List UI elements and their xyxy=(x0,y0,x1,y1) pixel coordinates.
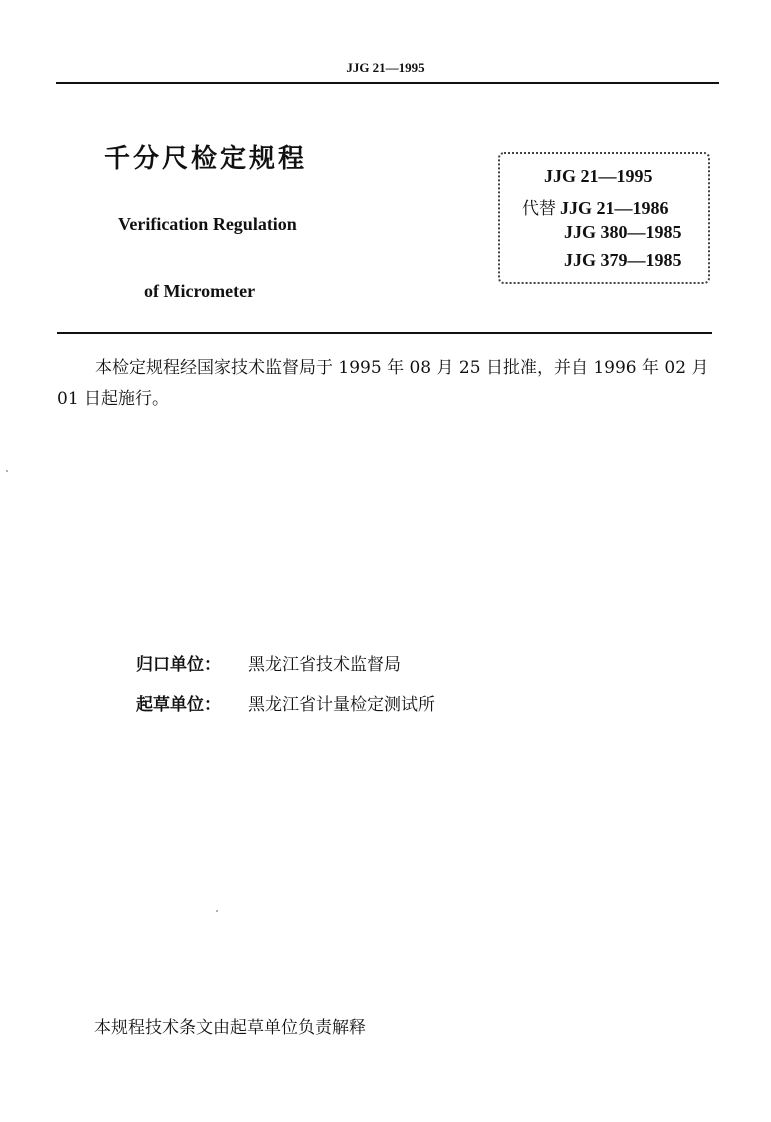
section-divider xyxy=(57,332,712,334)
current-standard-code: JJG 21—1995 xyxy=(544,166,653,186)
scan-speck xyxy=(216,910,218,912)
replaced-code: JJG 380—1985 xyxy=(564,222,682,242)
drafting-unit-label: 起草单位： xyxy=(136,695,221,715)
document-title-english-line1: Verification Regulation xyxy=(118,214,297,234)
replaced-code: JJG 379—1985 xyxy=(564,250,682,270)
interpretation-note: 本规程技术条文由起草单位负责解释 xyxy=(94,1018,366,1038)
responsible-unit-label: 归口单位： xyxy=(136,655,221,675)
replaces-line xyxy=(522,194,669,219)
approval-text: 本检定规程经国家技术监督局于 1995 年 08 月 25 日批准，并自 1996 年 02 月 01 日起施行。 xyxy=(57,358,709,409)
responsible-unit-row xyxy=(136,650,401,675)
replaces-label: 代替 xyxy=(522,199,556,219)
document-title-english-line2: of Micrometer xyxy=(144,281,256,301)
approval-statement xyxy=(57,353,717,415)
drafting-unit-value: 黑龙江省计量检定测试所 xyxy=(248,695,435,715)
replaced-code: JJG 21—1986 xyxy=(560,198,669,218)
scan-speck xyxy=(6,470,8,472)
drafting-unit-row xyxy=(136,690,435,715)
header-divider xyxy=(56,82,719,84)
responsible-unit-value: 黑龙江省技术监督局 xyxy=(248,655,401,675)
document-title-chinese: 千分尺检定规程 xyxy=(104,144,308,174)
header-standard-code: JJG 21—1995 xyxy=(346,60,425,75)
standard-code-box xyxy=(498,152,710,284)
